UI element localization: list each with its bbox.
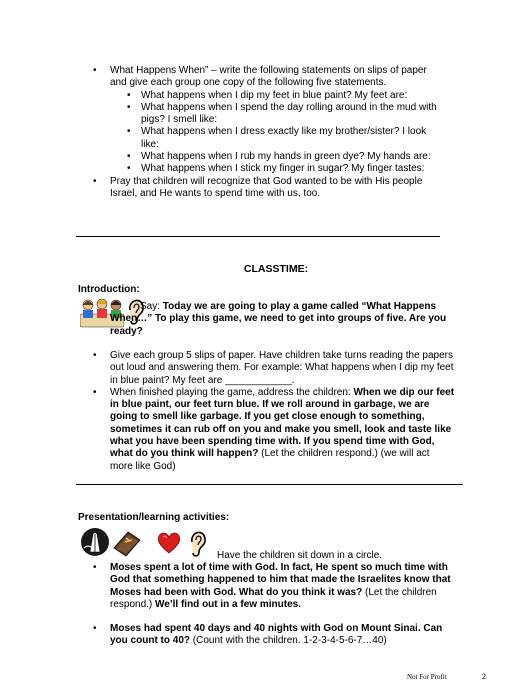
intro-label: Introduction:	[78, 284, 140, 295]
list-item: • What happens when I dip my feet in blue paint? My feet are:	[127, 89, 408, 101]
list-item: • When finished playing the game, address the children: When we dip our feet in blue paint, our feet turn blue. If we roll around in garbage, we are going to smell like garbage. If you get close enough to something, sometimes it can rub off on you and make you smell, look and taste like what you have been spending time with. If you spend time with God, what do you think will happen? (Let the children respond.) (we will act more like God)	[93, 386, 455, 472]
say-text: Today we are going to play a game called “What Happens When…” To play this game, we need to get into groups of five. Are you ready?	[110, 301, 447, 337]
intro-say-paragraph	[110, 301, 455, 338]
heart-icon	[156, 531, 182, 555]
divider	[76, 484, 463, 485]
list-item: • What Happens When” – write the following statements on slips of paper and give each group one copy of the following five statements. • What happens when I dip my feet in blue paint? My feet are: • What happens when I spend the day rolling around in the mud with pigs? I smell like: • What happens when I dress exactly like my brother/sister? I look like: • What happens when I rub my hands in green dye? My hands are: • What happens when I stick my finger in sugar? My finger tastes:	[110, 65, 445, 176]
presentation-label: Presentation/learning activities:	[78, 512, 230, 523]
list-item: • What happens when I spend the day rolling around in the mud with pigs? I smell like:	[127, 101, 437, 126]
intro-list	[93, 350, 455, 473]
praying-hands-icon	[80, 526, 110, 558]
list-item: • Moses had spent 40 days and 40 nights with God on Mount Sinai. Can you count to 40? (Count with the children. 1-2-3-4-5-6-7…40)	[93, 623, 443, 647]
say-label: Say:	[140, 301, 161, 312]
list-item: • Pray that children will recognize that God wanted to be with His people Israel, and He wants to spend time with us, too.	[93, 175, 423, 199]
divider	[76, 236, 440, 237]
bible-icon	[112, 528, 142, 558]
section-heading: CLASSTIME:	[243, 263, 309, 275]
list-item: • What happens when I stick my finger in sugar? My finger tastes:	[127, 163, 425, 175]
top-list	[93, 65, 445, 200]
ear-icon	[188, 528, 208, 558]
footer-note: Not For Profit	[407, 673, 447, 681]
presentation-list	[93, 562, 460, 648]
list-item: • Moses spent a lot of time with God. In fact, He spent so much time with God that something happened to him that made the Israelites know that Moses had been with God. What do you think it was? (Let the children respond.) We’ll find out in a few minutes.	[93, 562, 451, 610]
presentation-instruction: Have the children sit down in a circle.	[217, 550, 383, 561]
list-item: • What happens when I dress exactly like my brother/sister? I look like:	[127, 126, 427, 150]
list-item: • Give each group 5 slips of paper. Have children take turns reading the papers out loud and answering them. For example: What happens when I dip my feet in blue paint? My feet are ____________.	[93, 350, 454, 386]
list-item: • What happens when I rub my hands in green dye? My hands are:	[127, 151, 431, 163]
list-item-text: What Happens When” – write the following statements on slips of paper and give each group one copy of the following five statements.	[110, 65, 427, 89]
page-number: 2	[482, 672, 486, 681]
presentation-icons	[80, 526, 214, 560]
